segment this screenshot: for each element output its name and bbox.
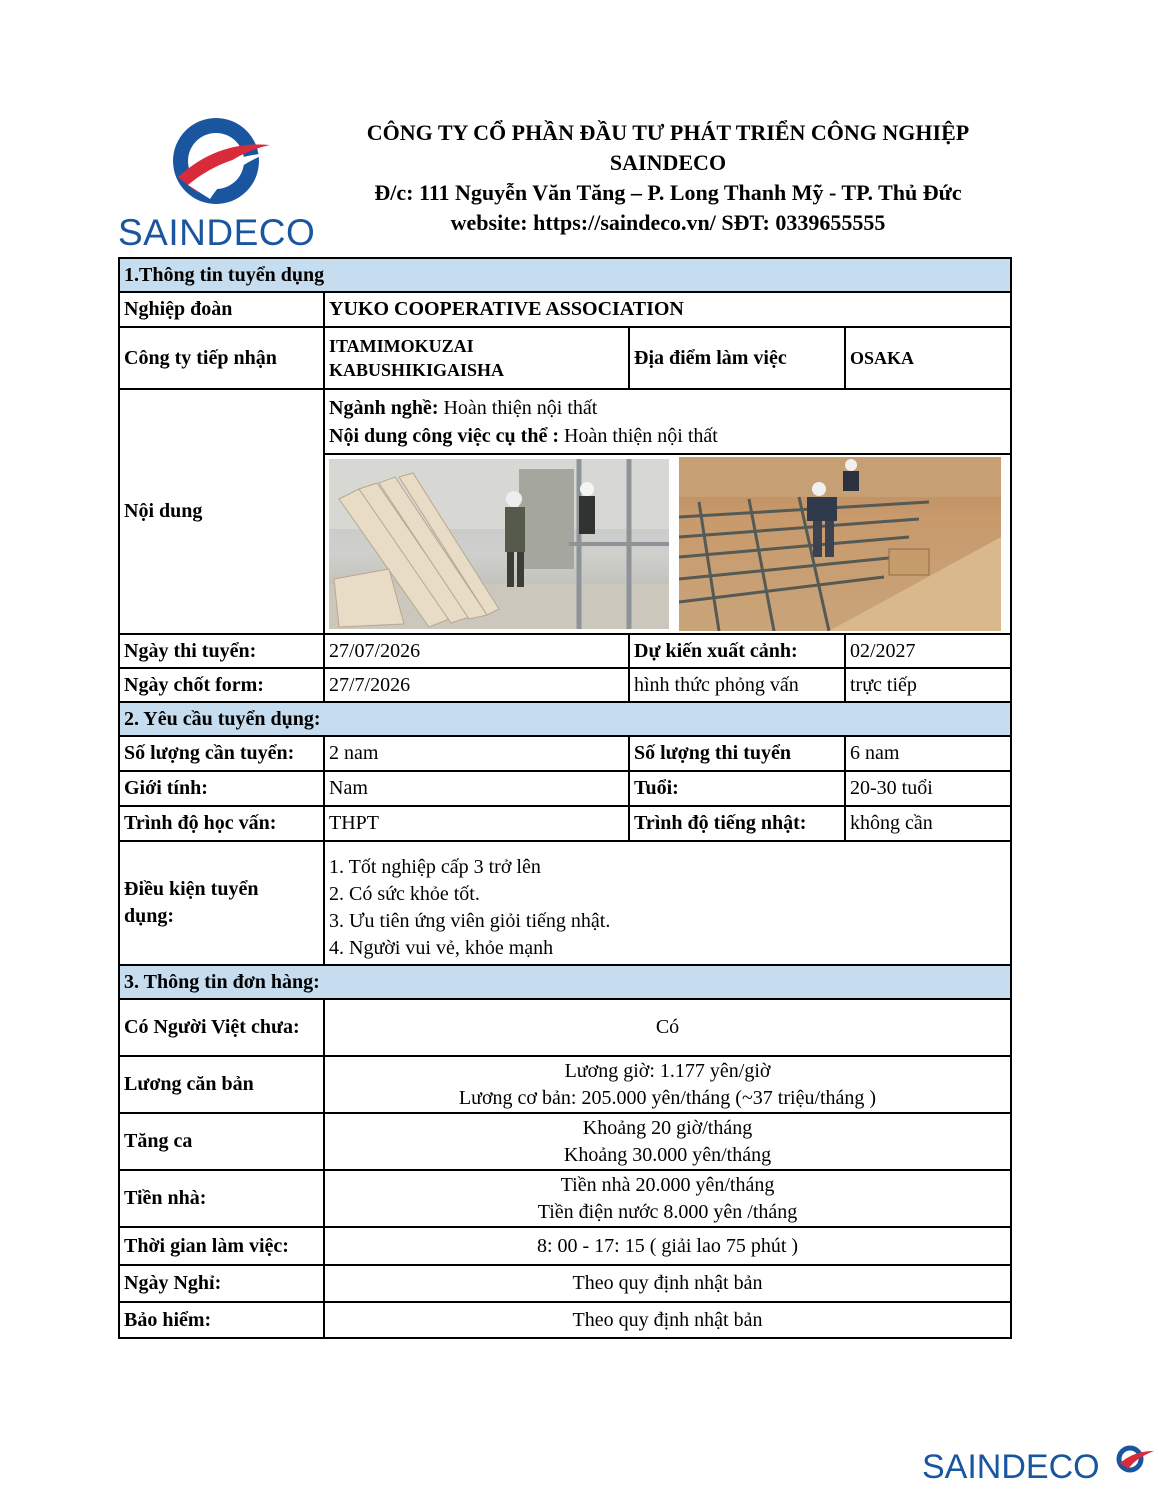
japanese-label: Trình độ tiếng nhật: [629,806,845,841]
salary-line1: Lương giờ: 1.177 yên/giờ [564,1059,771,1082]
conditions-row [119,841,1011,965]
holiday-value: Theo quy định nhật bản [324,1265,1011,1302]
conditions-list [324,841,1011,965]
hours-value: 8: 00 - 17: 15 ( giải lao 75 phút ) [324,1227,1011,1265]
job-label: Nội dung công việc cụ thể : [329,424,559,447]
conditions-label-line2: dụng: [124,905,175,927]
age-label: Tuổi: [629,771,845,806]
housing-line1: Tiền nhà 20.000 yên/tháng [560,1173,775,1196]
footer-logo-text: SAINDECO [922,1448,1100,1486]
salary-line2: Lương cơ bản: 205.000 yên/tháng (~37 triệu/tháng ) [458,1086,877,1109]
condition-item: 1. Tốt nghiệp cấp 3 trở lên [329,856,541,878]
worker-photo-2 [679,457,1001,631]
job-value: Hoàn thiện nội thất [559,424,718,447]
interview-value: trực tiếp [845,668,1011,702]
company-address: Đ/c: 111 Nguyễn Văn Tăng – P. Long Thanh Mỹ - TP. Thủ Đức [374,180,962,205]
hours-label: Thời gian làm việc: [119,1227,324,1265]
exam-date-value: 27/07/2026 [324,634,629,668]
photos-cell [324,454,1011,634]
section1-title: 1.Thông tin tuyển dụng [119,258,1011,292]
company-name-line1: CÔNG TY CỔ PHẦN ĐẦU TƯ PHÁT TRIỂN CÔNG NGHIỆP [366,120,970,145]
overtime-value [324,1113,1011,1170]
education-row [119,806,1011,841]
recruitment-table [118,257,1012,1339]
insurance-value: Theo quy định nhật bản [324,1302,1011,1338]
hours-row [119,1227,1011,1265]
overtime-row [119,1113,1011,1170]
quantity-row [119,736,1011,771]
condition-item: 2. Có sức khỏe tốt. [329,883,480,905]
need-value: 2 nam [324,736,629,771]
company-header [318,118,1018,238]
location-value: OSAKA [845,327,1011,389]
education-label: Trình độ học vấn: [119,806,324,841]
section3-title: 3. Thông tin đơn hàng: [119,965,1011,999]
union-label: Nghiệp đoàn [119,292,324,327]
overtime-line2: Khoảng 30.000 yên/tháng [563,1143,772,1166]
salary-label: Lương căn bản [119,1056,324,1113]
condition-item: 4. Người vui vẻ, khỏe mạnh [329,937,554,959]
departure-label: Dự kiến xuất cảnh: [629,634,845,668]
exam-date-row [119,634,1011,668]
interview-label: hình thức phỏng vấn [629,668,845,702]
company-row [119,327,1011,389]
company-value [324,327,629,389]
company-value-line1: ITAMIMOKUZAI [329,336,474,356]
exam-count-value: 6 nam [845,736,1011,771]
form-deadline-label: Ngày chốt form: [119,668,324,702]
overtime-label: Tăng ca [119,1113,324,1170]
vietnamese-value: Có [324,999,1011,1056]
conditions-label-line1: Điều kiện tuyển [124,878,259,900]
age-value: 20-30 tuổi [845,771,1011,806]
location-label: Địa điểm làm việc [629,327,845,389]
exam-date-label: Ngày thi tuyển: [119,634,324,668]
worker-photo-1 [329,459,669,629]
overtime-line1: Khoảng 20 giờ/tháng [582,1116,753,1139]
holiday-row [119,1265,1011,1302]
gender-row [119,771,1011,806]
section1-header [119,258,1011,292]
content-text [324,389,1011,454]
housing-row [119,1170,1011,1227]
exam-count-label: Số lượng thi tuyển [629,736,845,771]
footer-emblem-icon [1116,1445,1156,1473]
housing-value [324,1170,1011,1227]
company-value-line2: KABUSHIKIGAISHA [329,360,505,380]
section2-title: 2. Yêu cầu tuyển dụng: [119,702,1011,736]
gender-value: Nam [324,771,629,806]
logo-text: SAINDECO [118,212,316,253]
industry-value: Hoàn thiện nội thất [438,396,598,419]
form-deadline-row [119,668,1011,702]
content-label: Nội dung [119,389,324,634]
company-contact: website: https://saindeco.vn/ SĐT: 0339655555 [450,210,886,235]
photo-strip [325,457,1010,631]
housing-label: Tiền nhà: [119,1170,324,1227]
form-deadline-value: 27/7/2026 [324,668,629,702]
company-label: Công ty tiếp nhận [119,327,324,389]
industry-label: Ngành nghề: [329,396,439,419]
company-name-line2: SAINDECO [609,150,727,175]
job-line [329,422,1006,450]
insurance-row [119,1302,1011,1338]
union-row [119,292,1011,327]
condition-item: 3. Ưu tiên ứng viên giỏi tiếng nhật. [329,910,611,932]
company-logo [118,115,318,255]
departure-value: 02/2027 [845,634,1011,668]
section3-header [119,965,1011,999]
salary-row [119,1056,1011,1113]
insurance-label: Bảo hiểm: [119,1302,324,1338]
housing-line2: Tiền điện nước 8.000 yên /tháng [537,1200,798,1223]
need-label: Số lượng cần tuyển: [119,736,324,771]
gender-label: Giới tính: [119,771,324,806]
salary-value [324,1056,1011,1113]
vietnamese-row [119,999,1011,1056]
union-value: YUKO COOPERATIVE ASSOCIATION [324,292,1011,327]
education-value: THPT [324,806,629,841]
vietnamese-label: Có Người Việt chưa: [119,999,324,1056]
holiday-label: Ngày Nghỉ: [119,1265,324,1302]
content-row [119,389,1011,454]
section2-header [119,702,1011,736]
conditions-label [119,841,324,965]
japanese-value: không cần [845,806,1011,841]
industry-line [329,394,1006,422]
saindeco-emblem-icon [118,115,318,215]
